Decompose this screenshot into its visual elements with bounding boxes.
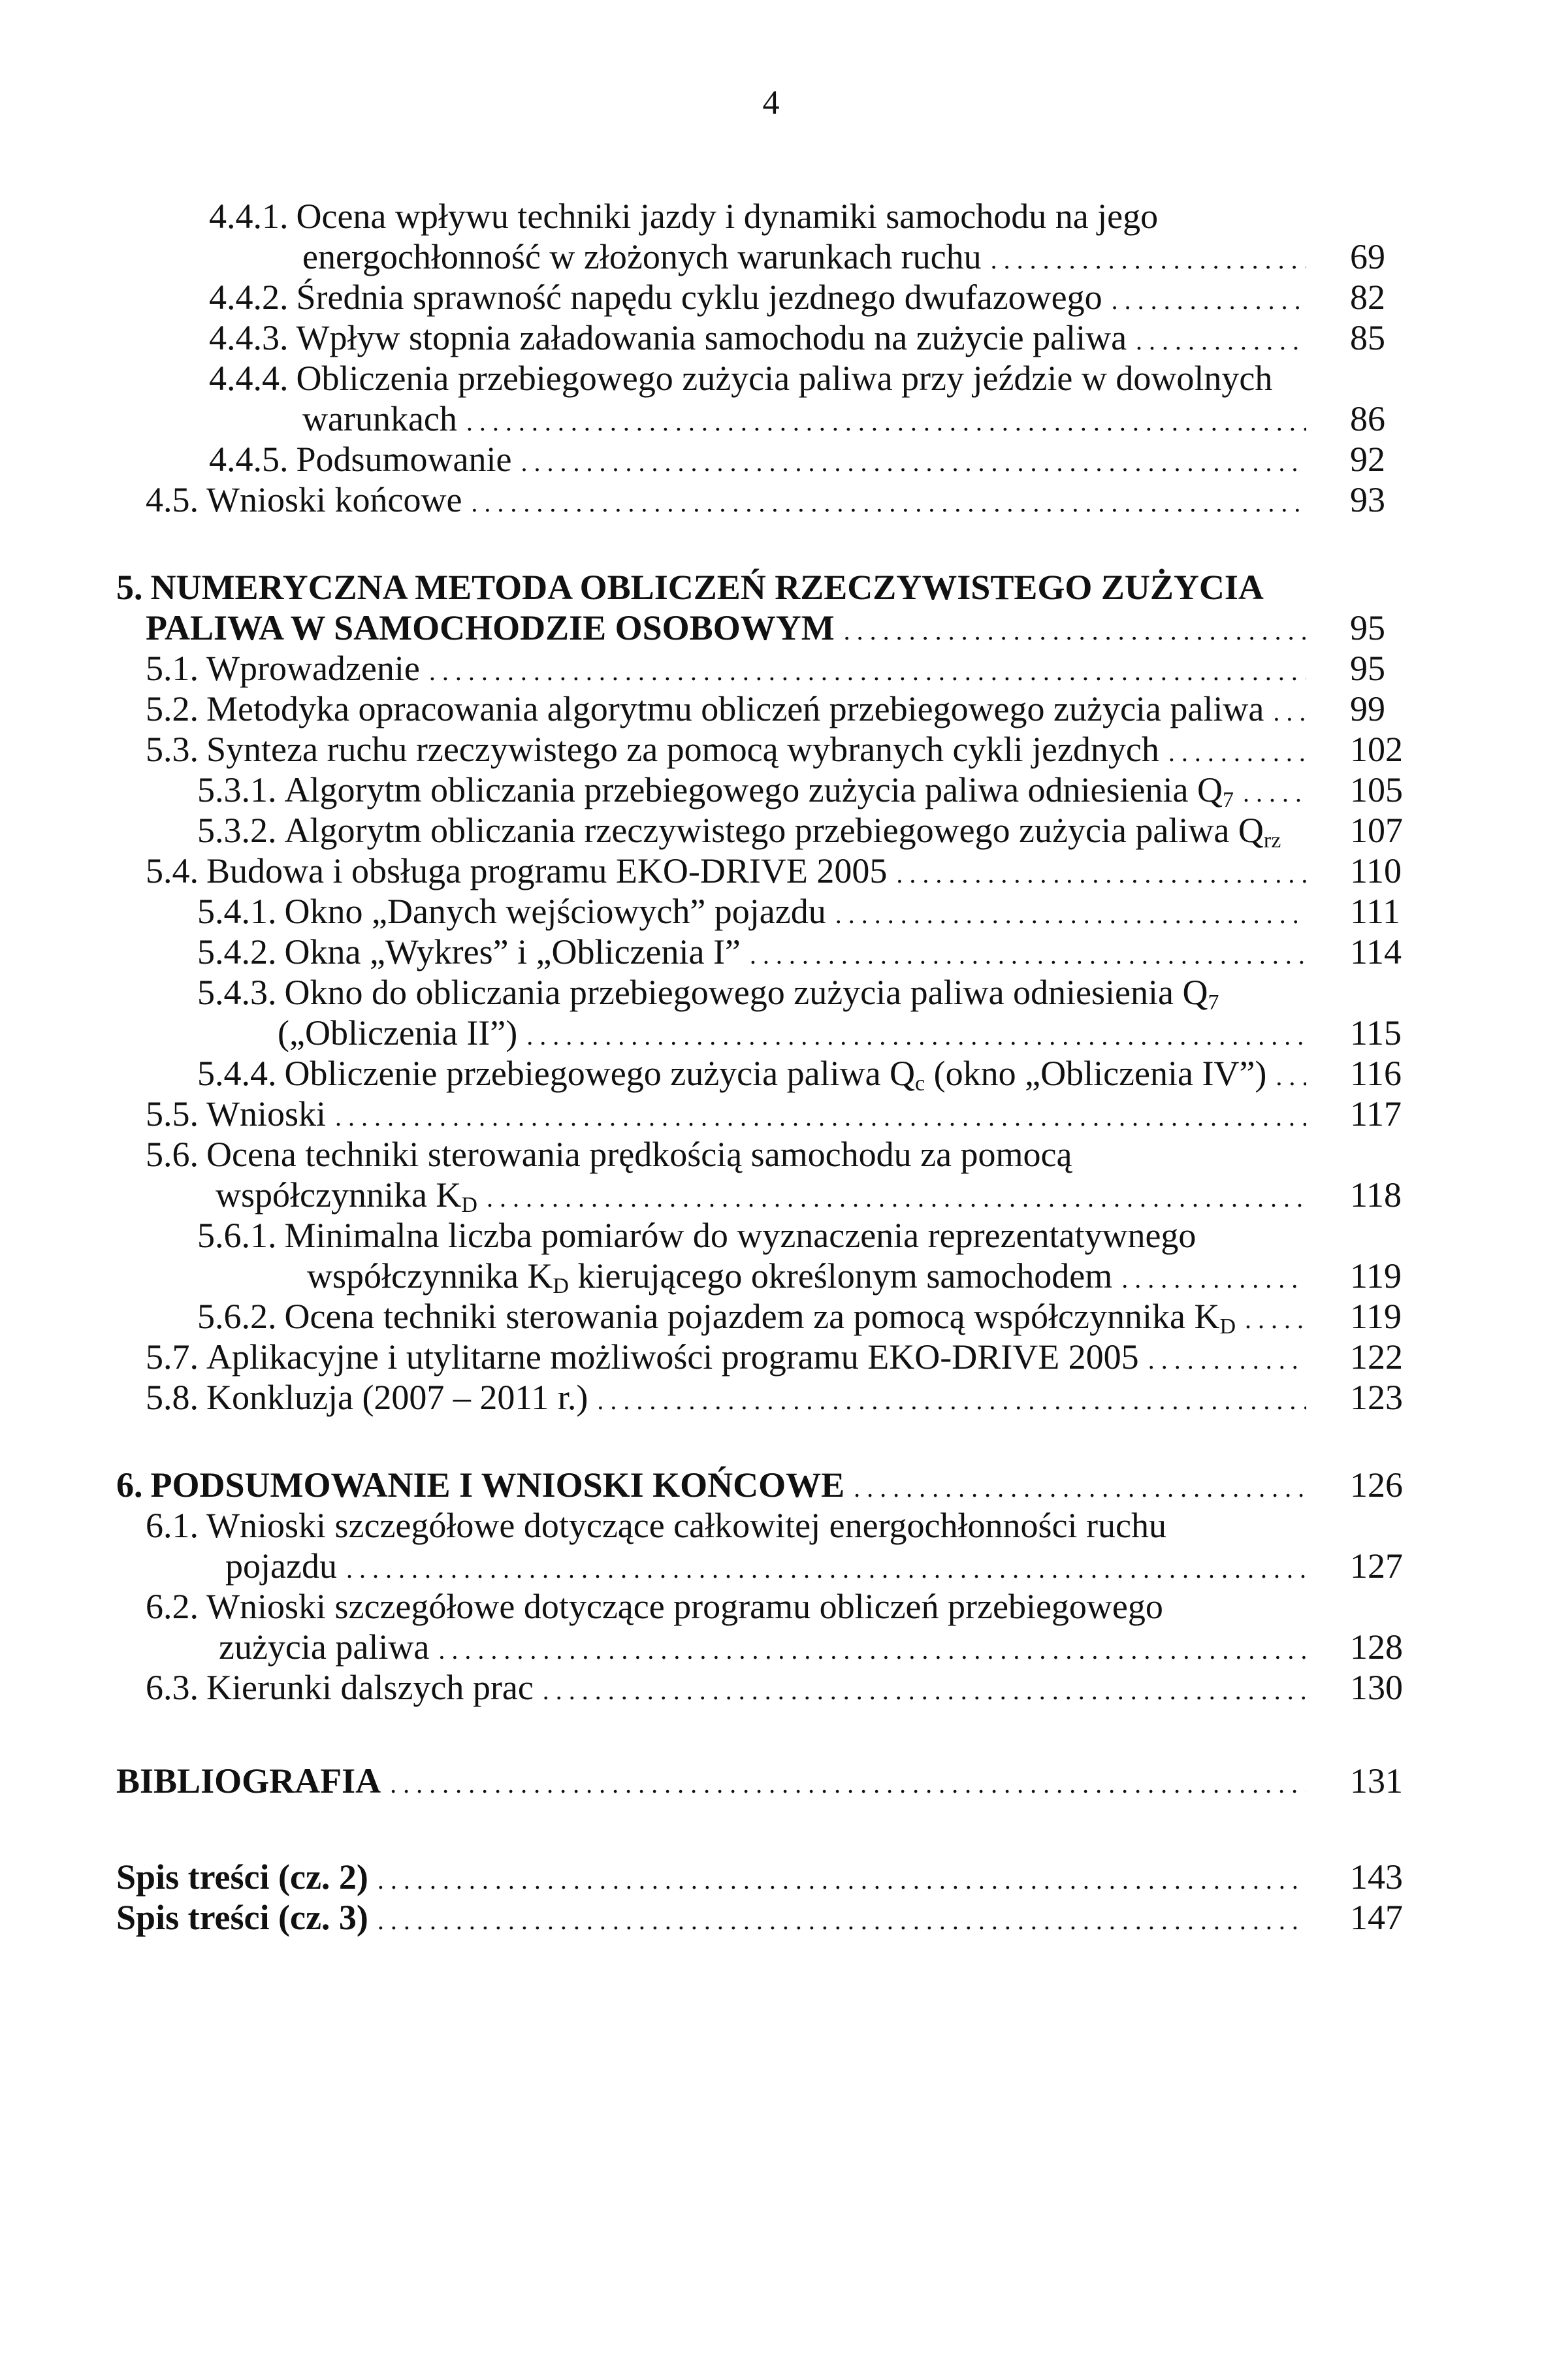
toc-entry-number: 5.4.2. — [197, 932, 277, 971]
toc-entry-number: 5.3. — [146, 730, 199, 769]
subscript: D — [553, 1274, 569, 1298]
dot-leader — [346, 1546, 1306, 1589]
dot-leader — [390, 1761, 1306, 1804]
toc-entry[interactable] — [219, 1627, 1313, 1667]
toc-entry[interactable] — [302, 399, 1313, 439]
toc-entry-page: 102 — [1350, 730, 1403, 769]
toc-entry-page: 119 — [1350, 1256, 1402, 1296]
toc-entry[interactable] — [116, 1465, 1313, 1505]
toc-entry-number: 5.3.1. — [197, 770, 277, 809]
toc-entry-number: 5.6.1. — [197, 1216, 277, 1255]
subscript: 7 — [1222, 788, 1234, 812]
toc-entry-page: 117 — [1350, 1094, 1402, 1133]
toc-entry-page: 122 — [1350, 1337, 1403, 1377]
toc-entry-page: 123 — [1350, 1378, 1403, 1417]
toc-entry-page: 85 — [1350, 318, 1385, 357]
toc-entry[interactable] — [116, 1761, 1313, 1801]
toc-entry-page: 126 — [1350, 1465, 1403, 1505]
toc-entry-number: 5.4.1. — [197, 892, 277, 931]
toc-entry[interactable] — [209, 318, 1313, 358]
toc-entry-number: 6. — [116, 1465, 143, 1505]
dot-leader — [991, 236, 1306, 280]
toc-entry-number: 4.4.3. — [209, 318, 289, 357]
dot-leader — [543, 1667, 1306, 1711]
toc-entry[interactable] — [278, 1013, 1313, 1053]
toc-entry-page: 127 — [1350, 1546, 1403, 1586]
toc-entry-number: 5.2. — [146, 689, 199, 728]
toc-entry[interactable] — [146, 1377, 1313, 1418]
toc-entry[interactable] — [197, 810, 1313, 851]
toc-entry-title: Algorytm obliczania przebiegowego zużycia paliwa odniesienia $Q_7$ — [284, 770, 1234, 812]
toc-entry-title: Konkluzja (2007 – 2011 r.) — [206, 1378, 588, 1417]
toc-entry-title: Średnia sprawność napędu cyklu jezdnego dwufazowego — [296, 278, 1102, 317]
toc-entry-number: 5.7. — [146, 1337, 199, 1377]
toc-entry[interactable] — [302, 236, 1313, 277]
dot-leader — [1243, 770, 1306, 813]
dot-leader — [1148, 1337, 1306, 1380]
toc-entry-number: 4.4.1. — [209, 197, 289, 236]
toc-entry[interactable] — [146, 1667, 1313, 1708]
toc-entry[interactable] — [197, 1296, 1313, 1337]
toc-entry-title: współczynnika $K_D$ — [216, 1175, 477, 1217]
dot-leader — [1276, 1053, 1306, 1097]
toc-entry-page: 130 — [1350, 1668, 1403, 1707]
toc-entry[interactable] — [116, 567, 1313, 608]
toc-entry-number: 6.1. — [146, 1506, 199, 1545]
toc-entry-page: 143 — [1350, 1857, 1403, 1897]
toc-entry[interactable] — [146, 1094, 1313, 1134]
toc-entry-title: Kierunki dalszych prac — [206, 1668, 534, 1707]
toc-entry-title: PALIWA W SAMOCHODZIE OSOBOWYM — [146, 608, 835, 647]
toc-entry-number: 4.4.5. — [209, 440, 289, 479]
toc-entry-title: Algorytm obliczania rzeczywistego przebiegowego zużycia paliwa $Q_{rz}$ — [284, 811, 1281, 853]
toc-entry-title: Obliczenia przebiegowego zużycia paliwa przy jeździe w dowolnych — [296, 359, 1273, 398]
subscript: D — [1219, 1314, 1236, 1339]
toc-entry[interactable] — [197, 1053, 1313, 1094]
toc-entry-number: 5.8. — [146, 1378, 199, 1417]
toc-entry-page: 99 — [1350, 689, 1385, 728]
dot-leader — [438, 1627, 1306, 1671]
toc-entry-page: 82 — [1350, 278, 1385, 317]
toc-entry-title: Budowa i obsługa programu EKO-DRIVE 2005 — [206, 851, 888, 890]
toc-entry-title: współczynnika $K_D$ kierującego określonym samochodem — [307, 1256, 1113, 1298]
toc-entry-title: Minimalna liczba pomiarów do wyznaczenia reprezentatywnego — [284, 1216, 1197, 1255]
toc-entry-title: Podsumowanie — [296, 440, 512, 479]
toc-entry-title: Okno do obliczania przebiegowego zużycia paliwa odniesienia $Q_7$ — [284, 973, 1219, 1015]
toc-entry-title: („Obliczenia II”) — [278, 1013, 518, 1052]
toc-entry-title: warunkach — [302, 399, 457, 438]
subscript: c — [915, 1071, 925, 1096]
toc-entry-title: zużycia paliwa — [219, 1627, 430, 1667]
dot-leader — [377, 1897, 1306, 1941]
toc-entry[interactable] — [197, 972, 1313, 1013]
toc-entry-page: 118 — [1350, 1175, 1402, 1214]
toc-entry-title: BIBLIOGRAFIA — [116, 1761, 381, 1801]
toc-entry-title: Aplikacyjne i utylitarne możliwości programu EKO-DRIVE 2005 — [206, 1337, 1139, 1377]
toc-entry-number: 5.6.2. — [197, 1297, 277, 1336]
toc-entry-number: 5. — [116, 568, 143, 607]
toc-entry[interactable] — [146, 1505, 1313, 1546]
dot-leader — [896, 851, 1306, 894]
toc-entry-number: 6.2. — [146, 1587, 199, 1626]
toc-entry[interactable] — [116, 1857, 1313, 1897]
toc-entry-number: 4.5. — [146, 480, 199, 519]
toc-entry[interactable] — [146, 1586, 1313, 1627]
toc-entry-title: Spis treści (cz. 2) — [116, 1857, 368, 1897]
subscript: rz — [1263, 828, 1281, 853]
toc-entry-number: 5.4. — [146, 851, 199, 890]
toc-entry-title: Spis treści (cz. 3) — [116, 1898, 368, 1937]
toc-entry[interactable] — [197, 891, 1313, 932]
toc-entry-title: Wnioski szczegółowe dotyczące programu obliczeń przebiegowego — [206, 1587, 1163, 1626]
toc-entry[interactable] — [146, 689, 1313, 729]
toc-entry-page: 95 — [1350, 608, 1385, 647]
toc-entry-number: 5.1. — [146, 649, 199, 688]
toc-entry[interactable] — [197, 770, 1313, 810]
toc-entry-title: energochłonność w złożonych warunkach ruchu — [302, 237, 982, 276]
dot-leader — [335, 1094, 1306, 1137]
toc-entry-number: 6.3. — [146, 1668, 199, 1707]
dot-leader — [487, 1175, 1306, 1218]
dot-leader — [471, 480, 1306, 523]
toc-entry-page: 147 — [1350, 1898, 1403, 1937]
toc-entry-page: 110 — [1350, 851, 1402, 890]
toc-entry-title: Ocena techniki sterowania prędkością samochodu za pomocą — [206, 1135, 1072, 1174]
toc-entry-title: Wpływ stopnia załadowania samochodu na zużycie paliwa — [296, 318, 1127, 357]
dot-leader — [1136, 318, 1306, 361]
toc-entry[interactable] — [146, 1134, 1313, 1175]
toc-entry-page: 105 — [1350, 770, 1403, 809]
toc-entry[interactable] — [209, 439, 1313, 480]
dot-leader — [377, 1857, 1306, 1900]
toc-entry-page: 93 — [1350, 480, 1385, 519]
toc-entry-title: PODSUMOWANIE I WNIOSKI KOŃCOWE — [150, 1465, 845, 1505]
toc-entry-page: 116 — [1350, 1054, 1402, 1093]
toc-entry-title: Wnioski końcowe — [206, 480, 462, 519]
dot-leader — [597, 1377, 1306, 1421]
dot-leader — [1168, 729, 1306, 773]
toc-entry-page: 131 — [1350, 1761, 1403, 1801]
toc-entry-number: 4.4.4. — [209, 359, 289, 398]
toc-entry-page: 92 — [1350, 440, 1385, 479]
toc-entry-title: Wnioski szczegółowe dotyczące całkowitej energochłonności ruchu — [206, 1506, 1166, 1545]
toc-entry-title: Okno „Danych wejściowych” pojazdu — [284, 892, 826, 931]
toc-entry-page: 69 — [1350, 237, 1385, 276]
dot-leader — [835, 891, 1306, 935]
dot-leader — [1121, 1256, 1306, 1299]
toc-entry-page: 86 — [1350, 399, 1385, 438]
toc-entry-page: 128 — [1350, 1627, 1403, 1667]
toc-entry[interactable] — [146, 648, 1313, 689]
toc-entry[interactable] — [209, 277, 1313, 318]
toc-entry-page: 111 — [1350, 892, 1400, 931]
dot-leader — [429, 648, 1306, 692]
toc-entry[interactable] — [209, 358, 1313, 399]
subscript: D — [461, 1193, 477, 1217]
toc-entry[interactable] — [116, 1897, 1313, 1938]
dot-leader — [526, 1013, 1306, 1056]
toc-entry-title: Synteza ruchu rzeczywistego za pomocą wybranych cykli jezdnych — [206, 730, 1159, 769]
toc-entry[interactable] — [307, 1256, 1313, 1296]
toc-entry-page: 115 — [1350, 1013, 1402, 1052]
toc-entry-title: pojazdu — [225, 1546, 337, 1586]
toc-entry[interactable] — [146, 480, 1313, 520]
dot-leader — [1112, 277, 1306, 321]
toc-entry-title: NUMERYCZNA METODA OBLICZEŃ RZECZYWISTEGO ZUŻYCIA — [150, 568, 1264, 607]
toc-entry-page: 95 — [1350, 649, 1385, 688]
toc-entry-title: Wnioski — [206, 1094, 326, 1133]
subscript: 7 — [1208, 990, 1219, 1015]
toc-entry[interactable] — [146, 729, 1313, 770]
toc-entry[interactable] — [146, 1337, 1313, 1377]
toc-entry-number: 5.4.4. — [197, 1054, 277, 1093]
dot-leader — [1273, 689, 1306, 732]
toc-entry[interactable] — [216, 1175, 1313, 1215]
dot-leader — [854, 1465, 1306, 1508]
toc-entry-page: 114 — [1350, 932, 1402, 971]
dot-leader — [466, 399, 1306, 442]
toc-entry[interactable] — [197, 1215, 1313, 1256]
toc-entry-number: 5.5. — [146, 1094, 199, 1133]
toc-entry[interactable] — [146, 608, 1313, 648]
toc-entry-title: Ocena techniki sterowania pojazdem za pomocą współczynnika $K_D$ — [284, 1297, 1236, 1339]
dot-leader — [844, 608, 1306, 651]
dot-leader — [1245, 1296, 1306, 1340]
toc-entry[interactable] — [209, 196, 1313, 236]
page-number: 4 — [762, 84, 780, 122]
toc-entry-number: 4.4.2. — [209, 278, 289, 317]
toc-entry-number: 5.6. — [146, 1135, 199, 1174]
toc-entry-title: Obliczenie przebiegowego zużycia paliwa $Q_c$ (okno „Obliczenia IV”) — [284, 1054, 1267, 1096]
toc-entry-title: Okna „Wykres” i „Obliczenia I” — [284, 932, 741, 971]
toc-entry-number: 5.3.2. — [197, 811, 277, 850]
toc-entry-page: 119 — [1350, 1297, 1402, 1336]
dot-leader — [750, 932, 1306, 975]
dot-leader — [521, 439, 1307, 483]
toc-entry[interactable] — [197, 932, 1313, 972]
toc-entry-page: 107 — [1350, 811, 1403, 850]
toc-entry[interactable] — [146, 851, 1313, 891]
toc-entry-title: Wprowadzenie — [206, 649, 420, 688]
toc-entry[interactable] — [225, 1546, 1313, 1586]
toc-entry-title: Ocena wpływu techniki jazdy i dynamiki samochodu na jego — [296, 197, 1159, 236]
toc-entry-title: Metodyka opracowania algorytmu obliczeń przebiegowego zużycia paliwa — [206, 689, 1264, 728]
toc-entry-number: 5.4.3. — [197, 973, 277, 1012]
